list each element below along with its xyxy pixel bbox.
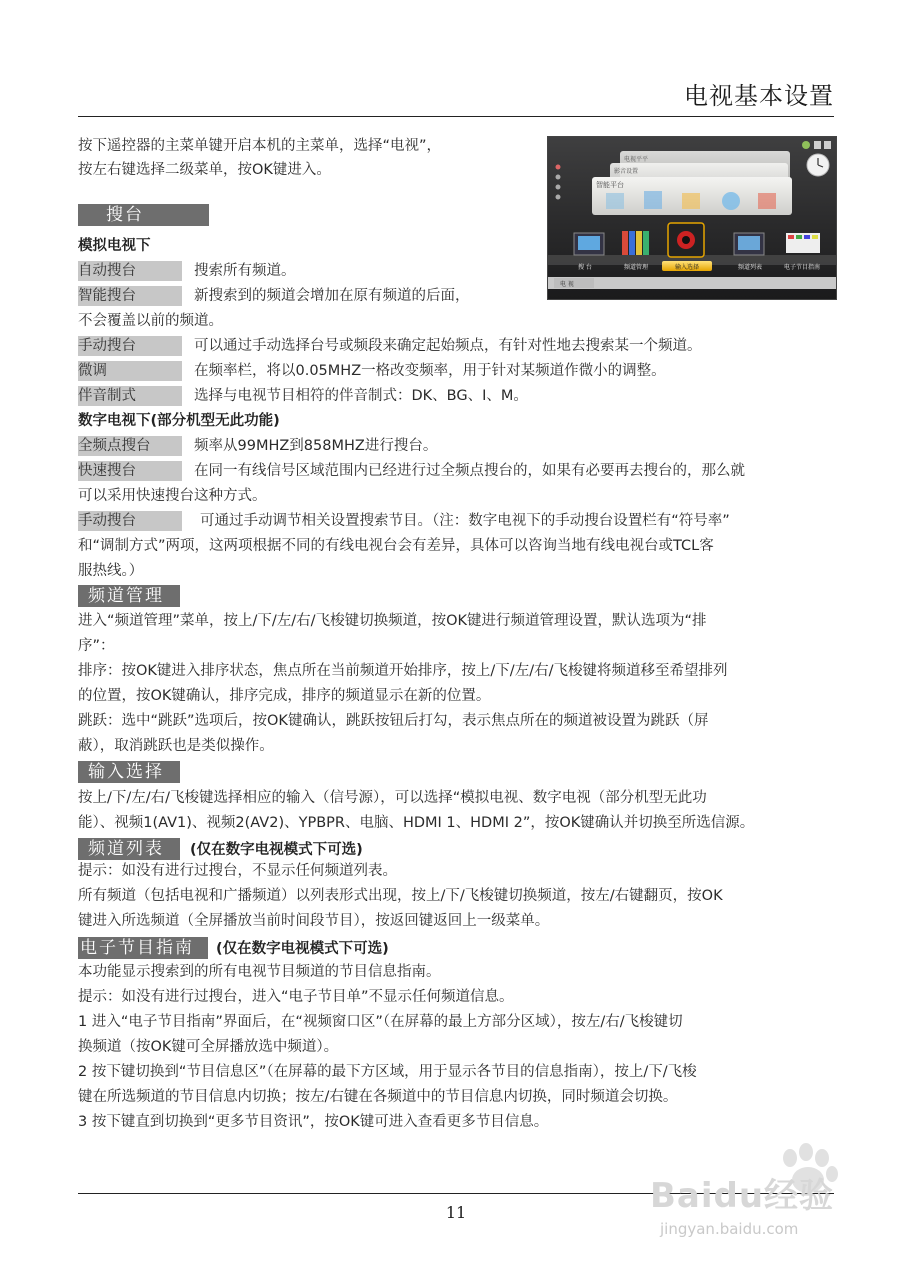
label-smart-search: 智能搜台	[78, 286, 182, 306]
text-fine-tune: 在频率栏，将以0.05MHZ一格改变频率，用于针对某频道作微小的调整。	[194, 363, 666, 379]
channel-manage-line-6: 蔽），取消跳跃也是类似操作。	[78, 738, 274, 754]
text-fast-search-cont: 可以采用快速搜台这种方式。	[78, 488, 267, 504]
label-full-search: 全频点搜台	[78, 436, 182, 456]
item-fine-tune	[78, 361, 666, 381]
text-manual-digital-cont-2: 服热线。）	[78, 563, 144, 579]
text-smart-search: 新搜索到的频道会增加在原有频道的后面，	[194, 288, 470, 304]
channel-manage-line-3: 排序：按OK键进入排序状态，焦点所在当前频道开始排序，按上/下/左/右/飞梭键将频道移至希望排列	[78, 663, 728, 679]
input-select-line-1: 按上/下/左/右/飞梭键选择相应的输入（信号源），可以选择“模拟电视、数字电视（部分机型无此功	[78, 790, 707, 806]
channel-list-line-3: 键进入所选频道（全屏播放当前时间段节目），按返回键返回上一级菜单。	[78, 913, 550, 929]
tv-menu-illustration	[548, 137, 836, 299]
card-label-2: 影音设置	[614, 168, 639, 175]
watermark-url: jingyan.baidu.com	[660, 1220, 799, 1238]
text-full-search: 频率从99MHZ到858MHZ进行搜台。	[194, 438, 438, 454]
epg-line-2: 提示：如没有进行过搜台，进入“电子节目单”不显示任何频道信息。	[78, 989, 514, 1005]
tv-menu-screenshot	[547, 136, 837, 300]
menu-label-channel-list: 频道列表	[738, 264, 763, 271]
settings-icon	[824, 141, 831, 149]
text-sound-system: 选择与电视节目相符的伴音制式：DK、BG、I、M。	[194, 388, 528, 404]
epg-line-6: 键在所选频道的节目信息内切换；按左/右键在各频道中的节目信息内切换，同时频道会切换。	[78, 1089, 678, 1105]
intro-line-1: 按下遥控器的主菜单键开启本机的主菜单，选择“电视”，	[78, 138, 442, 154]
item-sound-system	[78, 386, 528, 406]
text-manual-search-digital: 可通过手动调节相关设置搜索节目。（注：数字电视下的手动搜台设置栏有“符号率”	[200, 513, 730, 529]
item-manual-search	[78, 336, 702, 356]
section-title-input-select: 输入选择	[78, 761, 180, 783]
section-title-search: 搜台	[78, 204, 209, 226]
header-divider	[78, 116, 834, 117]
epg-line-5: 2 按下键切换到“节目信息区”（在屏幕的最下方区域，用于显示各节目的信息指南），按上/下/飞梭	[78, 1064, 697, 1080]
section-title-channel-manage: 频道管理	[78, 585, 180, 607]
channel-list-line-1: 提示：如没有进行过搜台，不显示任何频道列表。	[78, 863, 397, 879]
card-label-3: 智能平台	[596, 181, 624, 189]
menu-label-epg: 电子节目指南	[784, 264, 821, 271]
channel-manage-line-2: 序”：	[78, 638, 115, 654]
item-auto-search	[78, 261, 296, 281]
channel-list-note: (仅在数字电视模式下可选)	[190, 842, 363, 858]
intro-line-2: 按左右键选择二级菜单，按OK键进入。	[78, 162, 331, 178]
label-fast-search: 快速搜台	[78, 461, 182, 481]
section-title-epg: 电子节目指南	[78, 937, 208, 959]
channel-list-line-2: 所有频道（包括电视和广播频道）以列表形式出现，按上/下/飞梭键切换频道，按左/右键翻页，按OK	[78, 888, 723, 904]
leaf-icon	[802, 141, 810, 149]
epg-line-1: 本功能显示搜索到的所有电视节目频道的节目信息指南。	[78, 964, 441, 980]
page-header-title: 电视基本设置	[684, 82, 834, 110]
card-label-1: 电视平平	[624, 156, 649, 163]
subheading-analog: 模拟电视下	[78, 238, 151, 254]
item-manual-search-digital	[78, 511, 730, 531]
text-auto-search: 搜索所有频道。	[194, 263, 296, 279]
section-title-channel-list: 频道列表	[78, 838, 180, 860]
epg-line-3: 1 进入“电子节目指南”界面后，在“视频窗口区”（在屏幕的最上方部分区域），按左/右/飞梭键切	[78, 1014, 683, 1030]
label-sound-system: 伴音制式	[78, 386, 182, 406]
text-smart-search-cont: 不会覆盖以前的频道。	[78, 313, 223, 329]
page-number: 11	[445, 1203, 467, 1222]
channel-manage-line-5: 跳跃：选中“跳跃”选项后，按OK键确认，跳跃按钮后打勾，表示焦点所在的频道被设置为跳跃（屏	[78, 713, 709, 729]
item-full-search	[78, 436, 437, 456]
epg-note: (仅在数字电视模式下可选)	[216, 941, 389, 957]
input-select-line-2: 能）、视频1(AV1)、视频2(AV2)、YPBPR、电脑、HDMI 1、HDMI 2”，按OK键确认并切换至所选信源。	[78, 815, 755, 831]
epg-line-7: 3 按下键直到切换到“更多节目资讯”，按OK键可进入查看更多节目信息。	[78, 1114, 549, 1130]
epg-line-4: 换频道（按OK键可全屏播放选中频道）。	[78, 1039, 339, 1055]
subheading-digital: 数字电视下(部分机型无此功能)	[78, 413, 280, 429]
item-fast-search	[78, 461, 745, 481]
watermark-logo: Baidu经验	[650, 1176, 835, 1216]
label-manual-search: 手动搜台	[78, 336, 182, 356]
text-fast-search: 在同一有线信号区域范围内已经进行过全频点搜台的，如果有必要再去搜台的，那么就	[194, 463, 745, 479]
channel-manage-line-4: 的位置，按OK键确认，排序完成，排序的频道显示在新的位置。	[78, 688, 491, 704]
channel-manage-icon	[622, 231, 628, 255]
text-manual-digital-cont-1: 和“调制方式”两项，这两项根据不同的有线电视台会有差异，具体可以咨询当地有线电视台或TCL客	[78, 538, 714, 554]
label-fine-tune: 微调	[78, 361, 182, 381]
channel-manage-line-1: 进入“频道管理”菜单，按上/下/左/右/飞梭键切换频道，按OK键进行频道管理设置，默认选项为“排	[78, 613, 707, 629]
menu-label-channel-manage: 频道管理	[624, 264, 649, 271]
menu-label-search: 搜 台	[578, 264, 592, 271]
label-auto-search: 自动搜台	[78, 261, 182, 281]
text-manual-search: 可以通过手动选择台号或频段来确定起始频点，有针对性地去搜索某一个频道。	[194, 338, 702, 354]
bottom-tab-label: 电 视	[560, 281, 574, 288]
item-smart-search	[78, 286, 470, 306]
label-manual-search-digital: 手动搜台	[78, 511, 182, 531]
menu-label-input-select: 输入选择	[675, 264, 700, 271]
help-icon	[814, 141, 821, 149]
